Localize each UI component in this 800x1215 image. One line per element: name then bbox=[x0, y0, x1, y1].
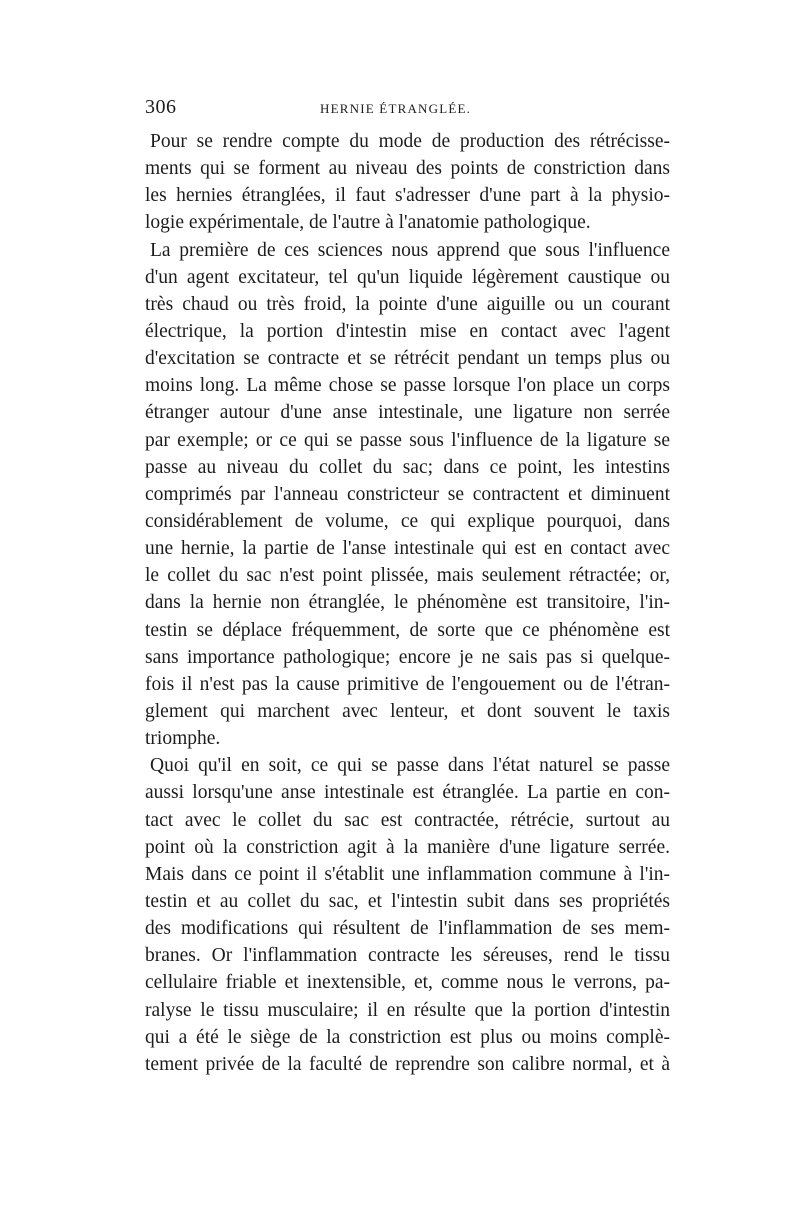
text-line: fois il n'est pas la cause primitive de l'engouement ou de l'étran- bbox=[145, 673, 670, 695]
text-line: ralyse le tissu musculaire; il en résulte que la portion d'intestin bbox=[145, 999, 670, 1021]
text-line: d'un agent excitateur, tel qu'un liquide légèrement caustique ou bbox=[145, 266, 670, 288]
text-line: testin se déplace fréquemment, de sorte que ce phénomène est bbox=[145, 619, 670, 641]
text-line: Quoi qu'il en soit, ce qui se passe dans l'état naturel se passe bbox=[150, 755, 670, 777]
text-line: des modifications qui résultent de l'inflammation de ses mem- bbox=[145, 918, 670, 940]
text-line: très chaud ou très froid, la pointe d'une aiguille ou un courant bbox=[145, 293, 670, 315]
text-line: par exemple; or ce qui se passe sous l'influence de la ligature se bbox=[145, 429, 670, 451]
text-line: triomphe. bbox=[145, 728, 221, 750]
text-line: testin et au collet du sac, et l'intestin subit dans ses propriétés bbox=[145, 890, 670, 912]
text-line: ments qui se forment au niveau des points de constriction dans bbox=[145, 158, 670, 180]
text-line: Mais dans ce point il s'établit une inflammation commune à l'in- bbox=[145, 863, 670, 885]
text-line: sans importance pathologique; encore je ne sais pas si quelque- bbox=[145, 646, 670, 668]
text-line: La première de ces sciences nous apprend que sous l'influence bbox=[150, 239, 670, 261]
running-head bbox=[145, 96, 670, 120]
text-line: tement privée de la faculté de reprendre son calibre normal, et à bbox=[145, 1053, 670, 1075]
text-line: d'excitation se contracte et se rétrécit pendant un temps plus ou bbox=[145, 348, 670, 370]
text-line: qui a été le siège de la constriction est plus ou moins complè- bbox=[145, 1026, 670, 1048]
text-line: tact avec le collet du sac est contractée, rétrécie, surtout au bbox=[145, 809, 670, 831]
page-number: 306 bbox=[145, 96, 177, 118]
text-line: le collet du sac n'est point plissée, mais seulement rétractée; or, bbox=[145, 565, 670, 587]
text-line: point où la constriction agit à la manière d'une ligature serrée. bbox=[145, 836, 670, 858]
text-line: logie expérimentale, de l'autre à l'anatomie pathologique. bbox=[145, 212, 591, 234]
text-line: passe au niveau du collet du sac; dans ce point, les intestins bbox=[145, 456, 670, 478]
text-line: considérablement de volume, ce qui explique pourquoi, dans bbox=[145, 510, 670, 532]
text-line: une hernie, la partie de l'anse intestinale qui est en contact avec bbox=[145, 538, 670, 560]
text-line: moins long. La même chose se passe lorsque l'on place un corps bbox=[145, 375, 670, 397]
text-line: branes. Or l'inflammation contracte les séreuses, rend le tissu bbox=[145, 945, 670, 967]
text-line: aussi lorsqu'une anse intestinale est étranglée. La partie en con- bbox=[145, 782, 670, 804]
text-line: électrique, la portion d'intestin mise en contact avec l'agent bbox=[145, 320, 670, 342]
text-line: les hernies étranglées, il faut s'adresser d'une part à la physio- bbox=[145, 185, 670, 207]
text-line: glement qui marchent avec lenteur, et dont souvent le taxis bbox=[145, 700, 670, 722]
text-line: comprimés par l'anneau constricteur se contractent et diminuent bbox=[145, 483, 670, 505]
text-line: dans la hernie non étranglée, le phénomène est transitoire, l'in- bbox=[145, 592, 670, 614]
text-line: étranger autour d'une anse intestinale, une ligature non serrée bbox=[145, 402, 670, 424]
text-line: Pour se rendre compte du mode de production des rétrécisse- bbox=[150, 131, 670, 152]
body-text bbox=[145, 128, 670, 1078]
running-title: HERNIE ÉTRANGLÉE. bbox=[320, 101, 472, 116]
text-line: cellulaire friable et inextensible, et, comme nous le verrons, pa- bbox=[145, 972, 670, 994]
